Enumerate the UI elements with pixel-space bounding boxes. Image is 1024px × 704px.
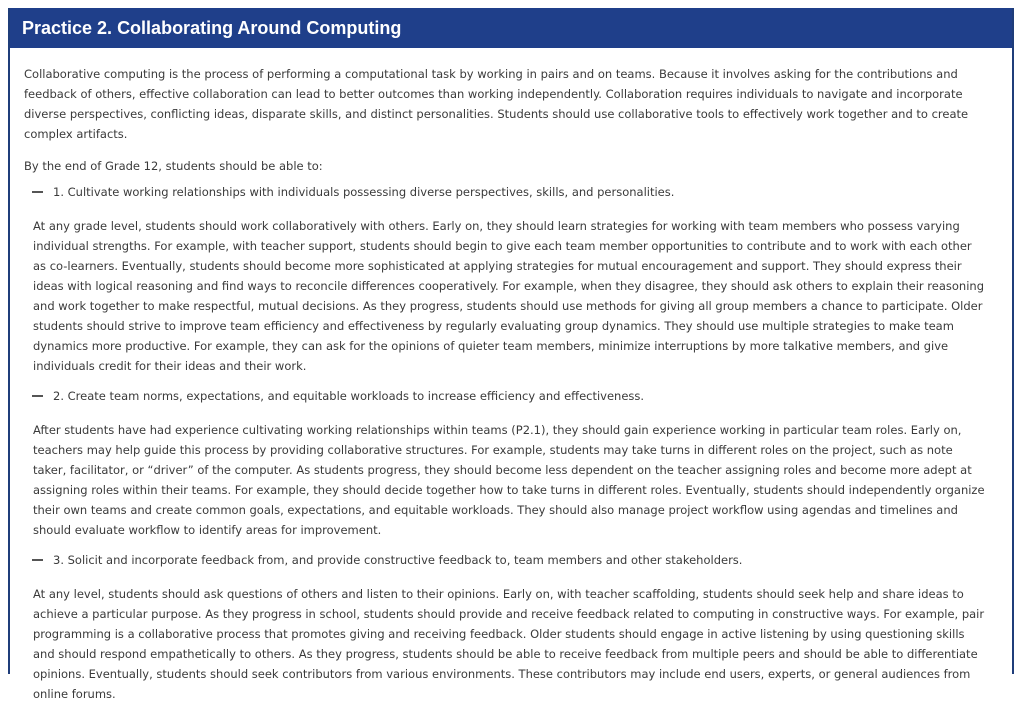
- item-3-description: At any level, students should ask questions of others and listen to their opinions. Early on, with teacher scaffolding, students should seek help and share ideas to achieve a particular purpose. As they progress in school, students should provide and receive feedback related to computing in constructive ways. For example, pair programming is a collaborative process that promotes giving and receiving feedback. Older students should engage in active listening by using questioning skills and should respond empathetically to others. As they progress, students should be able to receive feedback from multiple peers and should be able to differentiate opinions. Eventually, students should seek contributors from various environments. These contributors may include end users, experts, or general audiences from online forums.: [33, 587, 985, 701]
- item-1-heading: 1. Cultivate working relationships with individuals possessing diverse perspectives, skills, and personalities.: [53, 185, 675, 199]
- grade-lead-text: By the end of Grade 12, students should be able to:: [24, 159, 323, 173]
- collapse-icon: [32, 191, 43, 193]
- collapse-icon: [32, 395, 43, 397]
- collapse-icon: [32, 559, 43, 561]
- item-2-description: After students have had experience cultivating working relationships within teams (P2.1), they should gain experience working in particular team roles. Early on, teachers may help guide this process by providing collaborative structures. For example, students may take turns in different roles on the project, such as note taker, facilitator, or “driver” of the computer. As students progress, they should become less dependent on the teacher assigning roles and become more adept at assigning roles within their teams. For example, they should decide together how to take turns in different roles. Eventually, students should independently organize their own teams and create common goals, expectations, and equitable workloads. They should also manage project workflow using agendas and timelines and should evaluate workflow to identify areas for improvement.: [33, 423, 985, 537]
- practice-intro: Collaborative computing is the process of performing a computational task by working in pairs and on teams. Because it involves asking for the contributions and feedback of others, effective collaboration can lead to better outcomes than working independently. Collaboration requires individuals to navigate and incorporate diverse perspectives, conflicting ideas, disparate skills, and distinct personalities. Students should use collaborative tools to effectively work together and to create complex artifacts.: [24, 67, 969, 141]
- practice-item-1: [24, 182, 998, 376]
- practice-body: [10, 48, 1012, 704]
- practice-item-2: [24, 386, 998, 540]
- practice-item-3: [24, 550, 998, 704]
- item-1-toggle[interactable]: [24, 182, 998, 202]
- item-3-heading: 3. Solicit and incorporate feedback from, and provide constructive feedback to, team members and other stakeholders.: [53, 553, 743, 567]
- item-2-heading: 2. Create team norms, expectations, and equitable workloads to increase efficiency and effectiveness.: [53, 389, 645, 403]
- practice-panel: [8, 8, 1014, 701]
- practice-title: Practice 2. Collaborating Around Computing: [22, 17, 402, 38]
- practice-header: [10, 8, 1012, 48]
- item-3-toggle[interactable]: [24, 550, 998, 570]
- item-2-toggle[interactable]: [24, 386, 998, 406]
- item-1-description: At any grade level, students should work collaboratively with others. Early on, they should learn strategies for working with team members who possess varying individual strengths. For example, with teacher support, students should begin to give each team member opportunities to contribute and to work with each other as co-learners. Eventually, students should become more sophisticated at applying strategies for mutual encouragement and support. They should express their ideas with logical reasoning and find ways to reconcile differences cooperatively. For example, when they disagree, they should ask others to explain their reasoning and work together to make respectful, mutual decisions. As they progress, students should use methods for giving all group members a chance to participate. Older students should strive to improve team efficiency and effectiveness by regularly evaluating group dynamics. They should use multiple strategies to make team dynamics more productive. For example, they can ask for the opinions of quieter team members, minimize interruptions by more talkative members, and give individuals credit for their ideas and their work.: [33, 219, 985, 373]
